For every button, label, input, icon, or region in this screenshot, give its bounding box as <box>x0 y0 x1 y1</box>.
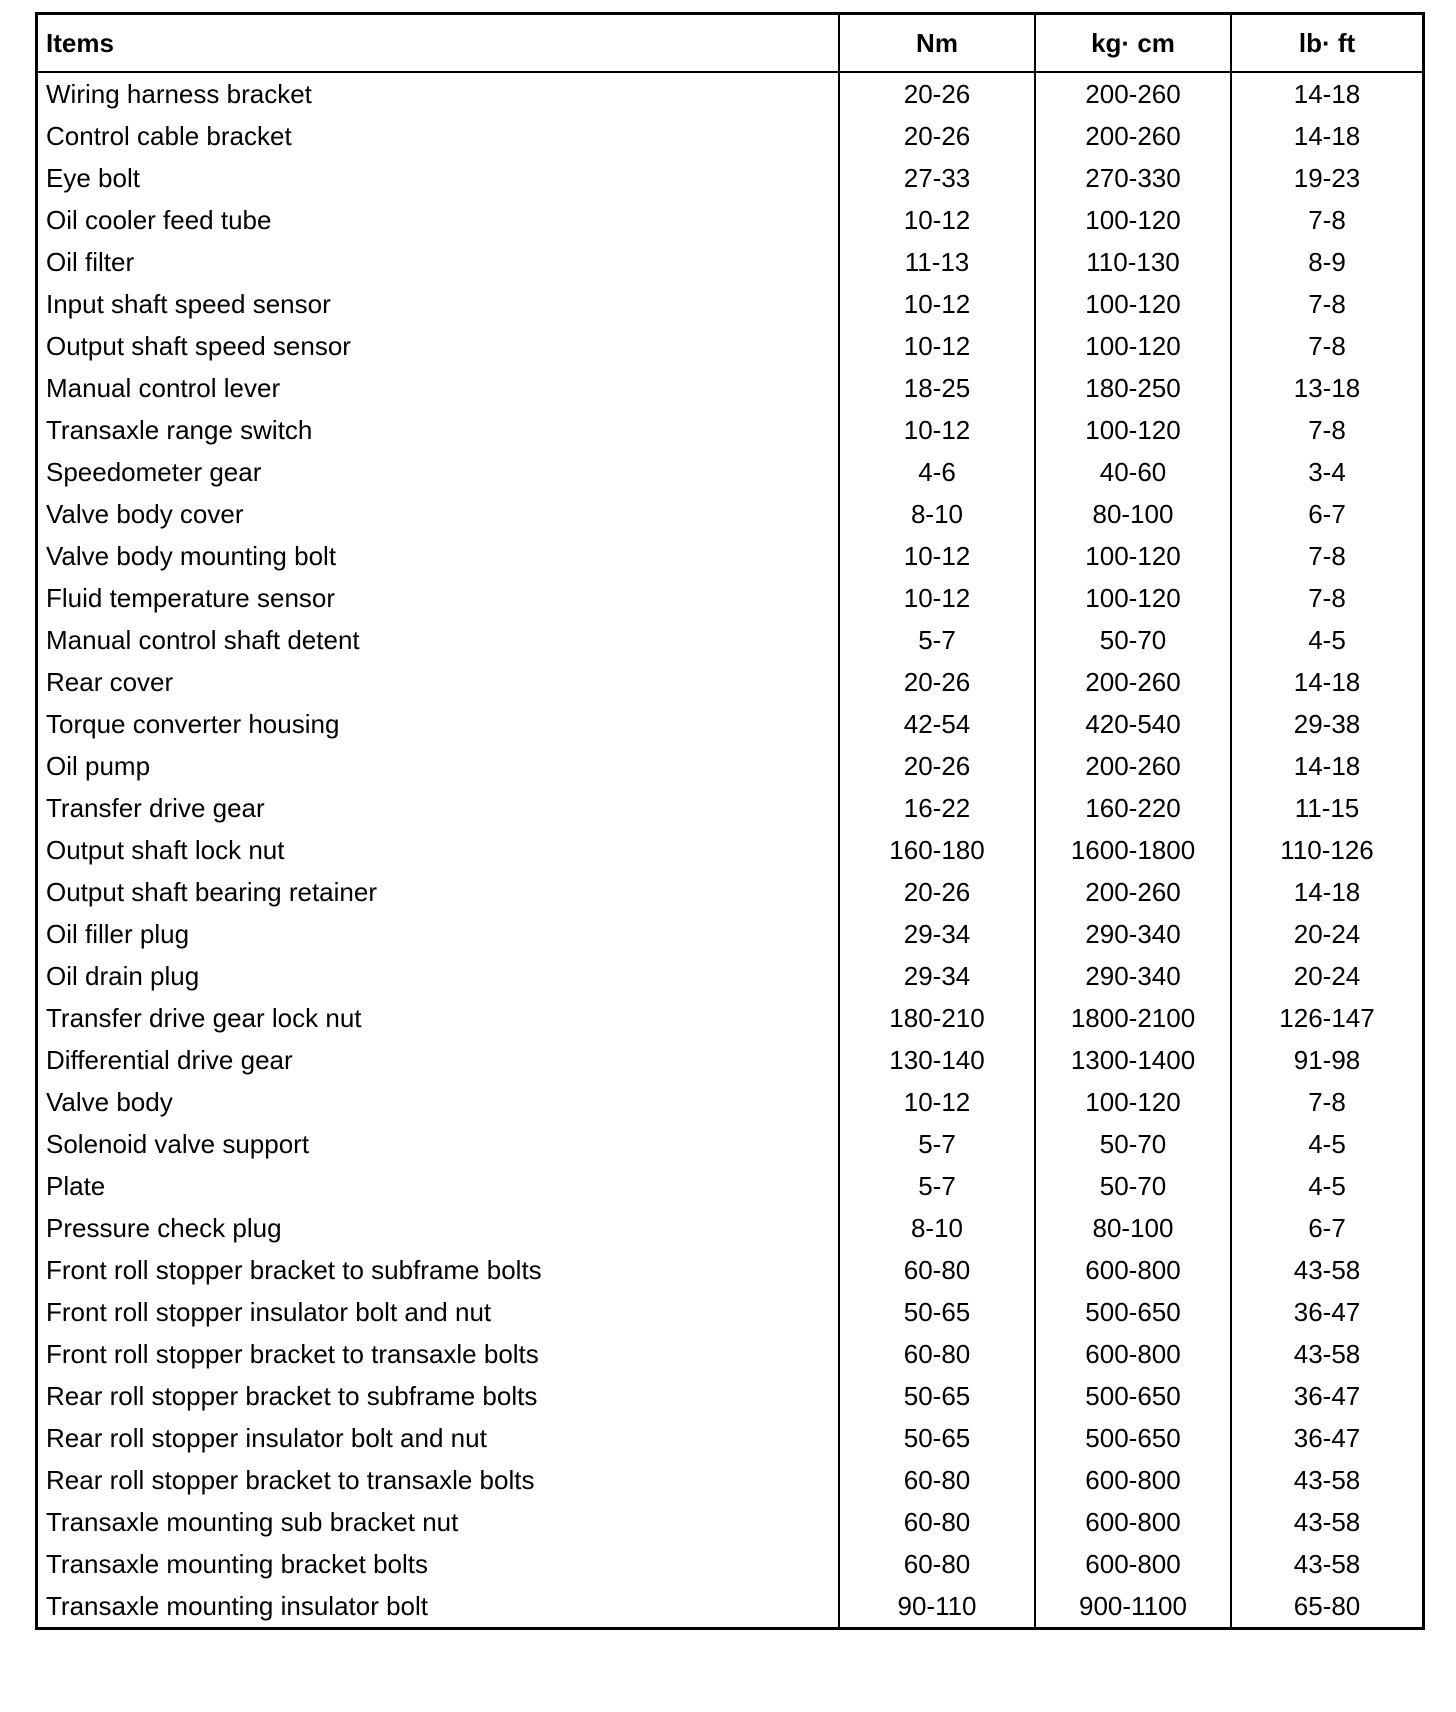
nm-cell: 60-80 <box>839 1333 1035 1375</box>
lbft-cell: 7-8 <box>1231 577 1424 619</box>
item-cell: Transfer drive gear <box>46 793 265 823</box>
lbft-cell: 7-8 <box>1231 199 1424 241</box>
lbft-cell: 36-47 <box>1231 1291 1424 1333</box>
table-row <box>37 1039 1424 1081</box>
lbft-cell: 43-58 <box>1231 1249 1424 1291</box>
table-row <box>37 703 1424 745</box>
kgcm-cell: 290-340 <box>1035 955 1231 997</box>
table-row <box>37 955 1424 997</box>
kgcm-cell: 100-120 <box>1035 577 1231 619</box>
kgcm-cell: 200-260 <box>1035 661 1231 703</box>
table-row <box>37 72 1424 115</box>
lbft-cell: 126-147 <box>1231 997 1424 1039</box>
kgcm-cell: 200-260 <box>1035 115 1231 157</box>
lbft-cell: 7-8 <box>1231 325 1424 367</box>
nm-cell: 10-12 <box>839 199 1035 241</box>
table-row <box>37 577 1424 619</box>
nm-cell: 8-10 <box>839 493 1035 535</box>
nm-cell: 160-180 <box>839 829 1035 871</box>
table-row <box>37 1291 1424 1333</box>
lbft-cell: 65-80 <box>1231 1585 1424 1629</box>
nm-cell: 90-110 <box>839 1585 1035 1629</box>
item-cell: Transaxle mounting insulator bolt <box>46 1591 429 1621</box>
table-row <box>37 1333 1424 1375</box>
lbft-cell: 6-7 <box>1231 1207 1424 1249</box>
table-row <box>37 493 1424 535</box>
item-cell: Plate <box>46 1171 106 1201</box>
table-row <box>37 787 1424 829</box>
nm-cell: 27-33 <box>839 157 1035 199</box>
item-cell: Oil drain plug <box>46 961 200 991</box>
nm-cell: 60-80 <box>839 1249 1035 1291</box>
kgcm-cell: 600-800 <box>1035 1459 1231 1501</box>
item-cell: Rear cover <box>46 667 174 697</box>
lbft-cell: 91-98 <box>1231 1039 1424 1081</box>
kgcm-cell: 270-330 <box>1035 157 1231 199</box>
kgcm-cell: 180-250 <box>1035 367 1231 409</box>
nm-cell: 50-65 <box>839 1291 1035 1333</box>
nm-cell: 50-65 <box>839 1417 1035 1459</box>
header-kgcm: kg· cm <box>1035 14 1231 73</box>
nm-cell: 10-12 <box>839 325 1035 367</box>
kgcm-cell: 600-800 <box>1035 1333 1231 1375</box>
nm-cell: 5-7 <box>839 619 1035 661</box>
kgcm-cell: 100-120 <box>1035 535 1231 577</box>
kgcm-cell: 600-800 <box>1035 1543 1231 1585</box>
item-cell: Fluid temperature sensor <box>46 583 336 613</box>
item-cell: Eye bolt <box>46 163 140 193</box>
nm-cell: 20-26 <box>839 661 1035 703</box>
lbft-cell: 8-9 <box>1231 241 1424 283</box>
lbft-cell: 7-8 <box>1231 1081 1424 1123</box>
nm-cell: 16-22 <box>839 787 1035 829</box>
kgcm-cell: 40-60 <box>1035 451 1231 493</box>
table-row <box>37 367 1424 409</box>
item-cell: Speedometer gear <box>46 457 262 487</box>
kgcm-cell: 290-340 <box>1035 913 1231 955</box>
item-cell: Output shaft speed sensor <box>46 331 351 361</box>
table-row <box>37 913 1424 955</box>
header-nm: Nm <box>839 14 1035 73</box>
table-row <box>37 619 1424 661</box>
table-row <box>37 157 1424 199</box>
item-cell: Front roll stopper bracket to transaxle bolts <box>46 1339 539 1369</box>
lbft-cell: 110-126 <box>1231 829 1424 871</box>
item-cell: Valve body mounting bolt <box>46 541 337 571</box>
table-row <box>37 325 1424 367</box>
nm-cell: 10-12 <box>839 283 1035 325</box>
nm-cell: 50-65 <box>839 1375 1035 1417</box>
kgcm-cell: 160-220 <box>1035 787 1231 829</box>
nm-cell: 18-25 <box>839 367 1035 409</box>
lbft-cell: 14-18 <box>1231 72 1424 115</box>
lbft-cell: 36-47 <box>1231 1417 1424 1459</box>
lbft-cell: 43-58 <box>1231 1459 1424 1501</box>
kgcm-cell: 100-120 <box>1035 199 1231 241</box>
item-cell: Front roll stopper bracket to subframe bolts <box>46 1255 542 1285</box>
header-items: Items <box>37 14 840 73</box>
item-cell: Manual control lever <box>46 373 281 403</box>
kgcm-cell: 50-70 <box>1035 1165 1231 1207</box>
item-cell: Differential drive gear <box>46 1045 293 1075</box>
item-cell: Wiring harness bracket <box>46 79 312 109</box>
nm-cell: 8-10 <box>839 1207 1035 1249</box>
kgcm-cell: 50-70 <box>1035 619 1231 661</box>
table-row <box>37 283 1424 325</box>
item-cell: Front roll stopper insulator bolt and nut <box>46 1297 492 1327</box>
item-cell: Torque converter housing <box>46 709 340 739</box>
item-cell: Oil cooler feed tube <box>46 205 272 235</box>
nm-cell: 130-140 <box>839 1039 1035 1081</box>
table-row <box>37 451 1424 493</box>
kgcm-cell: 1300-1400 <box>1035 1039 1231 1081</box>
kgcm-cell: 600-800 <box>1035 1249 1231 1291</box>
lbft-cell: 11-15 <box>1231 787 1424 829</box>
table-row <box>37 1165 1424 1207</box>
lbft-cell: 3-4 <box>1231 451 1424 493</box>
item-cell: Manual control shaft detent <box>46 625 360 655</box>
lbft-cell: 7-8 <box>1231 283 1424 325</box>
item-cell: Transaxle mounting bracket bolts <box>46 1549 429 1579</box>
kgcm-cell: 500-650 <box>1035 1291 1231 1333</box>
lbft-cell: 4-5 <box>1231 1165 1424 1207</box>
lbft-cell: 43-58 <box>1231 1501 1424 1543</box>
torque-spec-table <box>35 12 1425 1630</box>
kgcm-cell: 50-70 <box>1035 1123 1231 1165</box>
table-row <box>37 1585 1424 1629</box>
table-row <box>37 745 1424 787</box>
lbft-cell: 14-18 <box>1231 745 1424 787</box>
table-row <box>37 1249 1424 1291</box>
item-cell: Rear roll stopper bracket to transaxle bolts <box>46 1465 535 1495</box>
table-row <box>37 829 1424 871</box>
item-cell: Pressure check plug <box>46 1213 282 1243</box>
item-cell: Rear roll stopper insulator bolt and nut <box>46 1423 487 1453</box>
kgcm-cell: 420-540 <box>1035 703 1231 745</box>
item-cell: Oil filter <box>46 247 135 277</box>
lbft-cell: 14-18 <box>1231 115 1424 157</box>
lbft-cell: 13-18 <box>1231 367 1424 409</box>
table-row <box>37 997 1424 1039</box>
table-row <box>37 1123 1424 1165</box>
table-row <box>37 199 1424 241</box>
table-row <box>37 1207 1424 1249</box>
kgcm-cell: 500-650 <box>1035 1417 1231 1459</box>
kgcm-cell: 500-650 <box>1035 1375 1231 1417</box>
table-row <box>37 1081 1424 1123</box>
nm-cell: 10-12 <box>839 409 1035 451</box>
kgcm-cell: 80-100 <box>1035 493 1231 535</box>
item-cell: Solenoid valve support <box>46 1129 310 1159</box>
nm-cell: 42-54 <box>839 703 1035 745</box>
item-cell: Transaxle mounting sub bracket nut <box>46 1507 459 1537</box>
nm-cell: 10-12 <box>839 577 1035 619</box>
lbft-cell: 43-58 <box>1231 1543 1424 1585</box>
lbft-cell: 36-47 <box>1231 1375 1424 1417</box>
header-lbft: lb· ft <box>1231 14 1424 73</box>
item-cell: Output shaft lock nut <box>46 835 285 865</box>
nm-cell: 60-80 <box>839 1459 1035 1501</box>
item-cell: Valve body <box>46 1087 173 1117</box>
kgcm-cell: 200-260 <box>1035 745 1231 787</box>
item-cell: Output shaft bearing retainer <box>46 877 377 907</box>
item-cell: Oil filler plug <box>46 919 190 949</box>
table-row <box>37 1417 1424 1459</box>
kgcm-cell: 100-120 <box>1035 1081 1231 1123</box>
item-cell: Transaxle range switch <box>46 415 313 445</box>
lbft-cell: 19-23 <box>1231 157 1424 199</box>
nm-cell: 20-26 <box>839 871 1035 913</box>
lbft-cell: 14-18 <box>1231 661 1424 703</box>
nm-cell: 180-210 <box>839 997 1035 1039</box>
table-row <box>37 871 1424 913</box>
lbft-cell: 29-38 <box>1231 703 1424 745</box>
lbft-cell: 43-58 <box>1231 1333 1424 1375</box>
item-cell: Valve body cover <box>46 499 244 529</box>
nm-cell: 29-34 <box>839 913 1035 955</box>
table-row <box>37 1501 1424 1543</box>
lbft-cell: 6-7 <box>1231 493 1424 535</box>
nm-cell: 5-7 <box>839 1165 1035 1207</box>
table-row <box>37 1459 1424 1501</box>
kgcm-cell: 600-800 <box>1035 1501 1231 1543</box>
lbft-cell: 4-5 <box>1231 1123 1424 1165</box>
item-cell: Input shaft speed sensor <box>46 289 331 319</box>
kgcm-cell: 100-120 <box>1035 325 1231 367</box>
nm-cell: 20-26 <box>839 115 1035 157</box>
table-row <box>37 661 1424 703</box>
nm-cell: 20-26 <box>839 72 1035 115</box>
nm-cell: 20-26 <box>839 745 1035 787</box>
lbft-cell: 20-24 <box>1231 955 1424 997</box>
kgcm-cell: 100-120 <box>1035 283 1231 325</box>
kgcm-cell: 1800-2100 <box>1035 997 1231 1039</box>
nm-cell: 11-13 <box>839 241 1035 283</box>
table-row <box>37 409 1424 451</box>
table-row <box>37 1543 1424 1585</box>
nm-cell: 5-7 <box>839 1123 1035 1165</box>
lbft-cell: 7-8 <box>1231 535 1424 577</box>
nm-cell: 60-80 <box>839 1501 1035 1543</box>
nm-cell: 10-12 <box>839 535 1035 577</box>
item-cell: Control cable bracket <box>46 121 292 151</box>
kgcm-cell: 80-100 <box>1035 1207 1231 1249</box>
item-cell: Rear roll stopper bracket to subframe bolts <box>46 1381 538 1411</box>
header-row <box>37 14 1424 73</box>
kgcm-cell: 200-260 <box>1035 72 1231 115</box>
lbft-cell: 14-18 <box>1231 871 1424 913</box>
kgcm-cell: 200-260 <box>1035 871 1231 913</box>
nm-cell: 10-12 <box>839 1081 1035 1123</box>
table-row <box>37 1375 1424 1417</box>
lbft-cell: 4-5 <box>1231 619 1424 661</box>
lbft-cell: 7-8 <box>1231 409 1424 451</box>
table-row <box>37 241 1424 283</box>
kgcm-cell: 1600-1800 <box>1035 829 1231 871</box>
nm-cell: 60-80 <box>839 1543 1035 1585</box>
nm-cell: 29-34 <box>839 955 1035 997</box>
kgcm-cell: 110-130 <box>1035 241 1231 283</box>
kgcm-cell: 100-120 <box>1035 409 1231 451</box>
nm-cell: 4-6 <box>839 451 1035 493</box>
lbft-cell: 20-24 <box>1231 913 1424 955</box>
item-cell: Oil pump <box>46 751 151 781</box>
kgcm-cell: 900-1100 <box>1035 1585 1231 1629</box>
table-row <box>37 115 1424 157</box>
item-cell: Transfer drive gear lock nut <box>46 1003 362 1033</box>
table-row <box>37 535 1424 577</box>
